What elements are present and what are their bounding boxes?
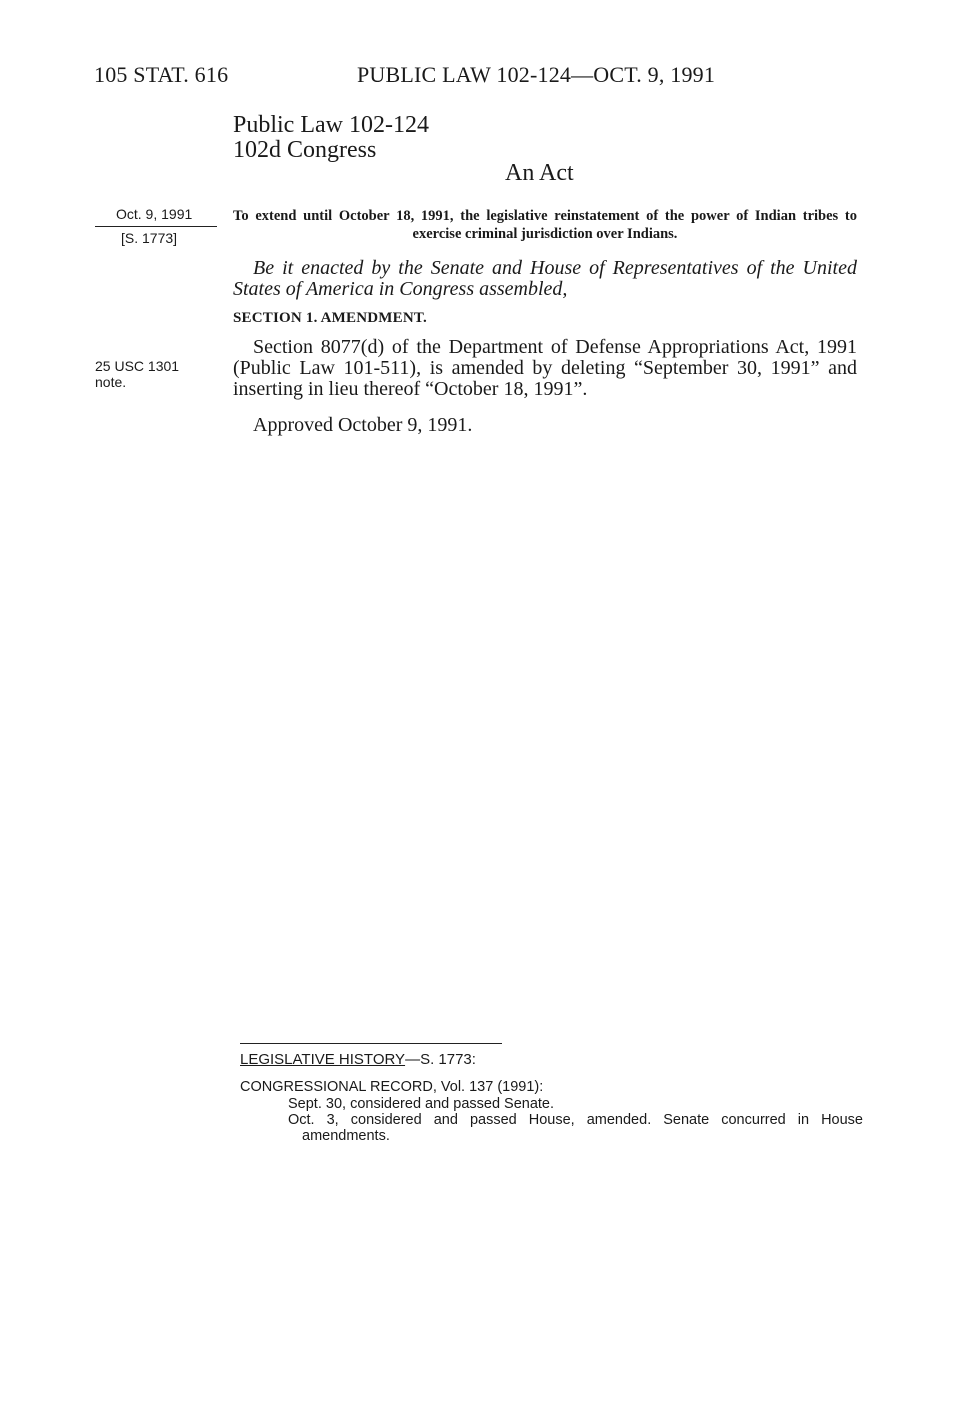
congress-number: 102d Congress <box>233 137 377 163</box>
section-text: Section 8077(d) of the Department of Defense Appropriations Act, 1991 (Public Law 101-511), is amended by deleting “September 30, 1991” and inserting in lieu thereof “October 18, 1991”. <box>233 336 857 400</box>
margin-usc-note: note. <box>95 374 127 390</box>
history-entry: Sept. 30, considered and passed Senate. <box>288 1096 555 1112</box>
stat-page-reference: 105 STAT. 616 <box>94 62 229 87</box>
margin-bill-number: [S. 1773] <box>121 230 178 246</box>
margin-date: Oct. 9, 1991 <box>116 206 193 222</box>
legislative-history-label: LEGISLATIVE HISTORY <box>240 1051 406 1068</box>
footnote-divider <box>240 1043 502 1044</box>
history-entries <box>288 1096 863 1144</box>
enacting-clause: Be it enacted by the Senate and House of Representatives of the United States of America in Congress assembled, <box>233 257 857 300</box>
legislative-history-heading <box>240 1051 476 1068</box>
margin-divider <box>95 226 217 227</box>
history-entry: Oct. 3, considered and passed House, amended. Senate concurred in House amendments. <box>288 1112 863 1144</box>
approval-date: Approved October 9, 1991. <box>253 414 473 436</box>
act-purpose: To extend until October 18, 1991, the legislative reinstatement of the power of Indian tribes to exercise criminal jurisdiction over Indians. <box>233 208 857 242</box>
act-label: An Act <box>505 160 574 186</box>
legislative-history-bill: —S. 1773: <box>405 1051 476 1068</box>
margin-usc-reference: 25 USC 1301 <box>95 358 180 374</box>
congressional-record: CONGRESSIONAL RECORD, Vol. 137 (1991): <box>240 1079 544 1095</box>
section-heading: SECTION 1. AMENDMENT. <box>233 310 427 326</box>
law-number: Public Law 102-124 <box>233 112 429 138</box>
running-title: PUBLIC LAW 102-124—OCT. 9, 1991 <box>357 62 716 87</box>
